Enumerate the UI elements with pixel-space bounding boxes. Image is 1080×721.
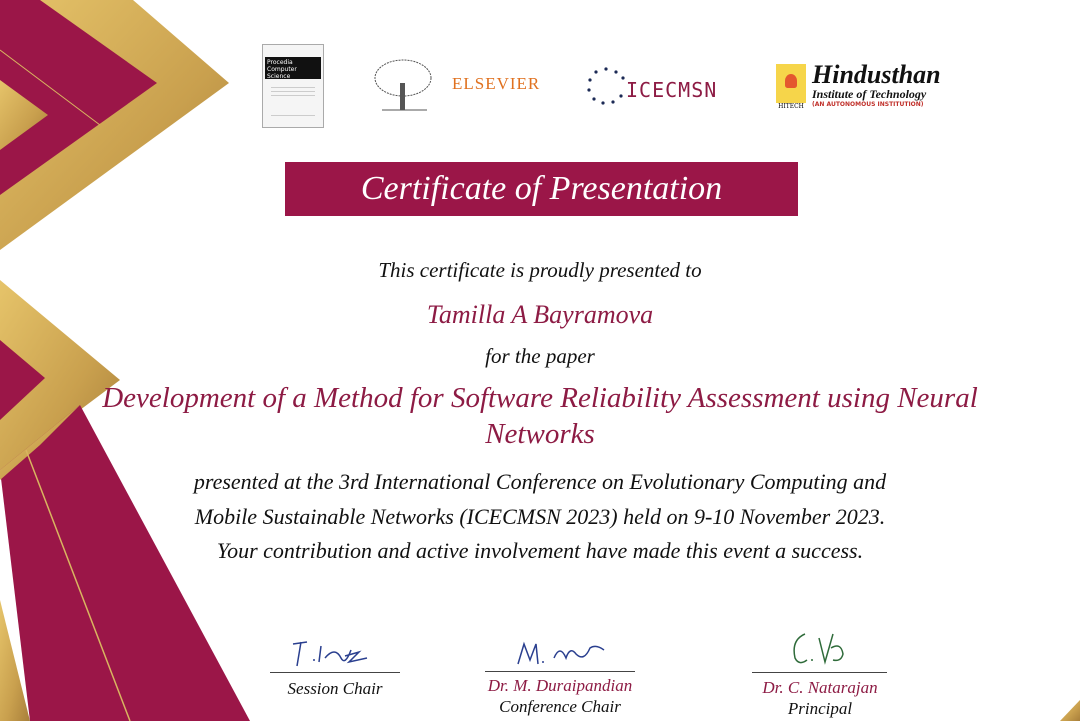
hindusthan-tagline: (AN AUTONOMOUS INSTITUTION)	[812, 101, 924, 108]
elsevier-logo: ELSEVIER	[452, 74, 541, 93]
certificate-title: Certificate of Presentation	[285, 162, 798, 216]
intro-text: This certificate is proudly presented to	[378, 258, 702, 282]
body-line2: Mobile Sustainable Networks (ICECMSN 2023) held on 9-10 November 2023.	[194, 504, 886, 529]
icecmsn-dots-logo	[586, 66, 626, 106]
signature-role-3: Principal	[787, 699, 853, 718]
hindusthan-logo-text: Hindusthan	[812, 60, 941, 89]
for-paper-text: for the paper	[485, 344, 595, 368]
recipient-name: Tamilla A Bayramova	[426, 300, 654, 329]
principal-signature	[785, 628, 855, 672]
icecmsn-logo: ICECMSN	[626, 78, 718, 102]
procedia-journal-logo: Procedia Computer Science	[262, 44, 324, 128]
body-line3: Your contribution and active involvement have made this event a success.	[216, 538, 864, 563]
signature-name-2: Dr. M. Duraipandian	[487, 676, 633, 695]
session-chair-signature	[285, 632, 385, 672]
paper-title-line1: Development of a Method for Software Reliability Assessment using Neural	[102, 382, 978, 414]
signature-role-2: Conference Chair	[499, 697, 621, 716]
elsevier-tree-logo	[372, 58, 434, 112]
signature-name-3: Dr. C. Natarajan	[762, 678, 878, 697]
signature-role-1: Session Chair	[287, 679, 383, 698]
body-line1: presented at the 3rd International Conference on Evolutionary Computing and	[193, 469, 887, 494]
hindusthan-subtitle: Institute of Technology	[812, 87, 927, 101]
conference-chair-signature	[510, 636, 620, 672]
hitech-emblem: HITECH	[776, 64, 806, 110]
paper-title-line2: Networks	[485, 418, 595, 450]
